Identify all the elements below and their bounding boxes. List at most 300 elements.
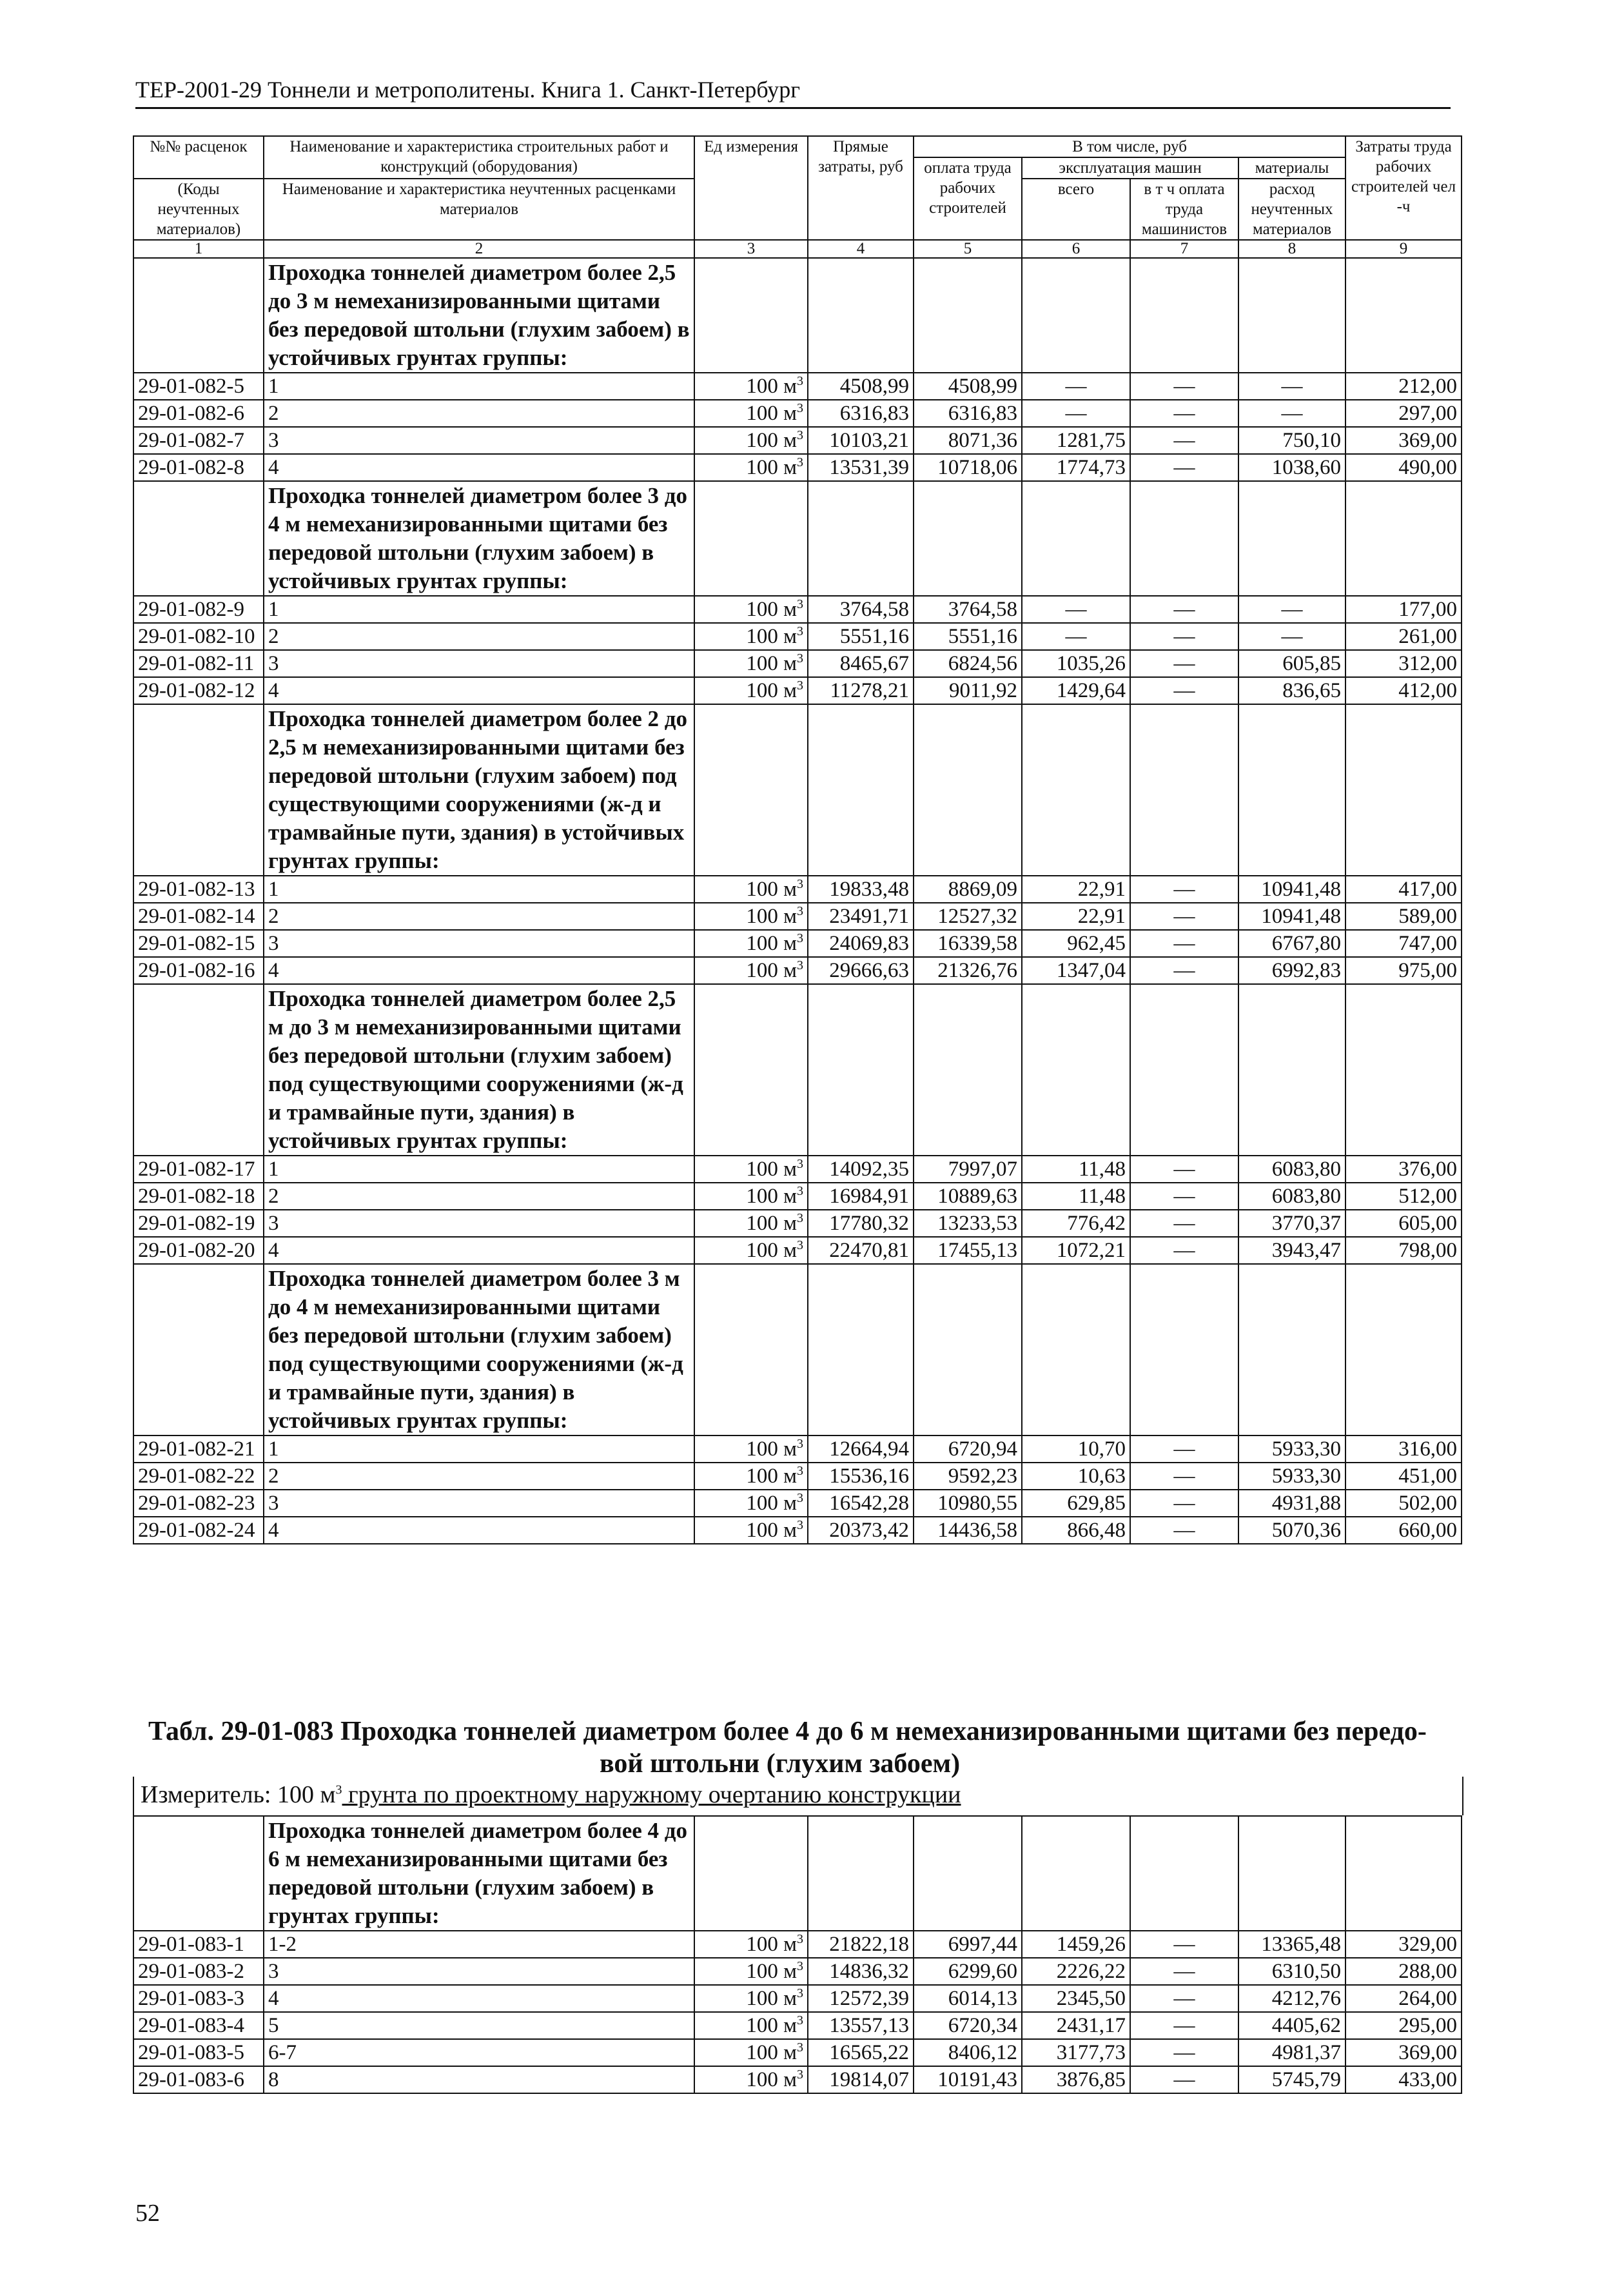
materials: 5070,36 [1238, 1517, 1345, 1544]
unit-text: 100 м [746, 2041, 797, 2064]
worker-wages: 5551,16 [914, 623, 1022, 650]
table-row [133, 1435, 1462, 1463]
group-empty-cell [808, 1264, 914, 1435]
rate-code: 29-01-082-12 [133, 677, 264, 704]
header-unaccounted-materials: расход неучтенных материалов [1238, 179, 1345, 240]
column-number: 5 [914, 240, 1022, 258]
rate-code: 29-01-082-14 [133, 903, 264, 930]
machinist-wages: — [1130, 400, 1238, 427]
unit-text: 100 м [746, 932, 797, 955]
materials: — [1238, 400, 1345, 427]
group-empty-cell [1238, 984, 1345, 1156]
labor-hours: 747,00 [1345, 930, 1462, 957]
unit-exponent: 3 [797, 1238, 803, 1252]
unit-text: 100 м [746, 1239, 797, 1262]
column-number: 4 [808, 240, 914, 258]
group-empty-cell [808, 481, 914, 596]
soil-group: 4 [264, 454, 694, 481]
unit-text: 100 м [746, 1437, 797, 1461]
machinist-wages: — [1130, 623, 1238, 650]
column-number: 9 [1345, 240, 1462, 258]
unit-text: 100 м [746, 1519, 797, 1542]
column-number: 1 [133, 240, 264, 258]
machinist-wages: — [1130, 930, 1238, 957]
labor-hours: 264,00 [1345, 1985, 1462, 2012]
group-empty-cell [1130, 258, 1238, 373]
machine-costs: 11,48 [1022, 1183, 1130, 1210]
soil-group: 1-2 [264, 1931, 694, 1958]
group-empty-cell [1345, 704, 1462, 876]
group-empty-cell [694, 984, 808, 1156]
labor-hours: 316,00 [1345, 1435, 1462, 1463]
group-title: Проходка тоннелей диаметром более 2 до 2,5 м немеханизированными щитами без передовой штольни (глухим забоем) под существующими сооружениями (ж-д и трамвайные пути, здания) в устойчивых грунтах группы: [268, 706, 687, 873]
group-empty-cell [914, 258, 1022, 373]
machinist-wages: — [1130, 1958, 1238, 1985]
labor-hours: 660,00 [1345, 1517, 1462, 1544]
rate-code: 29-01-082-10 [133, 623, 264, 650]
unit-exponent: 3 [797, 2040, 803, 2055]
rate-code: 29-01-082-21 [133, 1435, 264, 1463]
soil-group: 1 [264, 373, 694, 400]
unit-exponent: 3 [797, 374, 803, 388]
machinist-wages: — [1130, 957, 1238, 984]
worker-wages: 10980,55 [914, 1490, 1022, 1517]
group-empty-cell [1130, 1816, 1238, 1931]
table-row [133, 2066, 1462, 2093]
unit-cell [694, 427, 808, 454]
soil-group: 4 [264, 957, 694, 984]
unit-cell [694, 1958, 808, 1985]
group-row [133, 984, 1462, 1156]
direct-costs: 19814,07 [808, 2066, 914, 2093]
group-empty-cell [808, 258, 914, 373]
group-empty-cell [1130, 1264, 1238, 1435]
table-row [133, 1156, 1462, 1183]
rate-code: 29-01-083-3 [133, 1985, 264, 2012]
soil-group: 3 [264, 427, 694, 454]
unit-exponent: 3 [797, 597, 803, 611]
header-machines: эксплуатация машин [1022, 157, 1238, 179]
rate-code: 29-01-082-20 [133, 1237, 264, 1264]
unit-cell [694, 903, 808, 930]
direct-costs: 19833,48 [808, 876, 914, 903]
machinist-wages: — [1130, 427, 1238, 454]
materials: 3943,47 [1238, 1237, 1345, 1264]
rate-code: 29-01-082-9 [133, 596, 264, 623]
page-number: 52 [135, 2200, 160, 2227]
rate-code: 29-01-082-15 [133, 930, 264, 957]
group-empty-cell [694, 1264, 808, 1435]
unit-cell [694, 1463, 808, 1490]
machinist-wages: — [1130, 1237, 1238, 1264]
unit-cell [694, 1183, 808, 1210]
labor-hours: 512,00 [1345, 1183, 1462, 1210]
worker-wages: 6316,83 [914, 400, 1022, 427]
unit-cell [694, 1517, 808, 1544]
machine-costs: 1035,26 [1022, 650, 1130, 677]
direct-costs: 16542,28 [808, 1490, 914, 1517]
group-title-cell [264, 984, 694, 1156]
machine-costs: 776,42 [1022, 1210, 1130, 1237]
group-empty-cell [694, 1816, 808, 1931]
unit-exponent: 3 [797, 2067, 803, 2082]
unit-text: 100 м [746, 625, 797, 648]
labor-hours: 295,00 [1345, 2012, 1462, 2039]
machine-costs: 10,63 [1022, 1463, 1130, 1490]
worker-wages: 13233,53 [914, 1210, 1022, 1237]
table-row [133, 2039, 1462, 2066]
machinist-wages: — [1130, 876, 1238, 903]
worker-wages: 7997,07 [914, 1156, 1022, 1183]
group-empty-cell [694, 704, 808, 876]
header-machines-total: всего [1022, 179, 1130, 240]
unit-text: 100 м [746, 652, 797, 675]
materials: 6083,80 [1238, 1156, 1345, 1183]
unit-text: 100 м [746, 1960, 797, 1983]
unit-text: 100 м [746, 375, 797, 398]
table-row [133, 1958, 1462, 1985]
worker-wages: 6720,34 [914, 2012, 1022, 2039]
unit-cell [694, 1985, 808, 2012]
worker-wages: 6299,60 [914, 1958, 1022, 1985]
group-empty-cell [1022, 984, 1130, 1156]
group-code-cell [133, 1264, 264, 1435]
group-title-cell [264, 1264, 694, 1435]
group-row [133, 1264, 1462, 1435]
rate-code: 29-01-082-19 [133, 1210, 264, 1237]
group-empty-cell [1022, 1816, 1130, 1931]
worker-wages: 10718,06 [914, 454, 1022, 481]
table-83-title [148, 1715, 1451, 1780]
table-row [133, 596, 1462, 623]
worker-wages: 6824,56 [914, 650, 1022, 677]
group-code-cell [133, 1816, 264, 1931]
unit-text: 100 м [746, 1987, 797, 2010]
worker-wages: 8869,09 [914, 876, 1022, 903]
machine-costs: 11,48 [1022, 1156, 1130, 1183]
worker-wages: 4508,99 [914, 373, 1022, 400]
labor-hours: 490,00 [1345, 454, 1462, 481]
group-code-cell [133, 984, 264, 1156]
materials: 13365,48 [1238, 1931, 1345, 1958]
table-83 [133, 1815, 1462, 2094]
header-code: №№ расценок [133, 136, 264, 179]
labor-hours: 417,00 [1345, 876, 1462, 903]
table-row [133, 957, 1462, 984]
rate-code: 29-01-082-8 [133, 454, 264, 481]
rate-code: 29-01-082-17 [133, 1156, 264, 1183]
materials: 10941,48 [1238, 876, 1345, 903]
direct-costs: 16984,91 [808, 1183, 914, 1210]
rate-code: 29-01-083-5 [133, 2039, 264, 2066]
unit-text: 100 м [746, 1185, 797, 1208]
table-row [133, 1490, 1462, 1517]
soil-group: 2 [264, 1183, 694, 1210]
materials: 4405,62 [1238, 2012, 1345, 2039]
unit-exponent: 3 [797, 1184, 803, 1198]
machinist-wages: — [1130, 1183, 1238, 1210]
direct-costs: 20373,42 [808, 1517, 914, 1544]
group-row [133, 481, 1462, 596]
materials: 4931,88 [1238, 1490, 1345, 1517]
unit-cell [694, 2012, 808, 2039]
worker-wages: 9011,92 [914, 677, 1022, 704]
materials: 6992,83 [1238, 957, 1345, 984]
table-row [133, 373, 1462, 400]
table-row [133, 427, 1462, 454]
materials: 1038,60 [1238, 454, 1345, 481]
direct-costs: 24069,83 [808, 930, 914, 957]
soil-group: 4 [264, 1237, 694, 1264]
machine-costs: 3177,73 [1022, 2039, 1130, 2066]
rate-code: 29-01-083-6 [133, 2066, 264, 2093]
unit-cell [694, 2066, 808, 2093]
direct-costs: 29666,63 [808, 957, 914, 984]
machine-costs: 962,45 [1022, 930, 1130, 957]
table-row [133, 1985, 1462, 2012]
worker-wages: 6014,13 [914, 1985, 1022, 2012]
soil-group: 6-7 [264, 2039, 694, 2066]
direct-costs: 13557,13 [808, 2012, 914, 2039]
labor-hours: 433,00 [1345, 2066, 1462, 2093]
rate-code: 29-01-082-13 [133, 876, 264, 903]
group-empty-cell [1022, 704, 1130, 876]
direct-costs: 10103,21 [808, 427, 914, 454]
unit-exponent: 3 [797, 1932, 803, 1946]
labor-hours: 369,00 [1345, 427, 1462, 454]
machine-costs: — [1022, 623, 1130, 650]
table-row [133, 623, 1462, 650]
materials: 10941,48 [1238, 903, 1345, 930]
machine-costs: 629,85 [1022, 1490, 1130, 1517]
soil-group: 3 [264, 1958, 694, 1985]
group-empty-cell [1022, 258, 1130, 373]
direct-costs: 14092,35 [808, 1156, 914, 1183]
group-empty-cell [1238, 258, 1345, 373]
worker-wages: 10889,63 [914, 1183, 1022, 1210]
direct-costs: 3764,58 [808, 596, 914, 623]
labor-hours: 589,00 [1345, 903, 1462, 930]
unit-text: 100 м [746, 905, 797, 928]
machine-costs: 866,48 [1022, 1517, 1130, 1544]
table-header [133, 136, 1462, 258]
group-empty-cell [1345, 1264, 1462, 1435]
unit-cell [694, 1490, 808, 1517]
unit-cell [694, 876, 808, 903]
materials: 5933,30 [1238, 1435, 1345, 1463]
meter-suffix: грунта по проектному наружному очертанию конструкции [342, 1781, 961, 1808]
unit-exponent: 3 [797, 2013, 803, 2027]
unit-text: 100 м [746, 1158, 797, 1181]
soil-group: 2 [264, 400, 694, 427]
machinist-wages: — [1130, 1463, 1238, 1490]
group-empty-cell [914, 1264, 1022, 1435]
unit-exponent: 3 [797, 455, 803, 469]
machinist-wages: — [1130, 650, 1238, 677]
group-code-cell [133, 704, 264, 876]
labor-hours: 329,00 [1345, 1931, 1462, 1958]
machine-costs: 1072,21 [1022, 1237, 1130, 1264]
unit-cell [694, 1210, 808, 1237]
direct-costs: 4508,99 [808, 373, 914, 400]
direct-costs: 15536,16 [808, 1463, 914, 1490]
machinist-wages: — [1130, 596, 1238, 623]
table-row [133, 2012, 1462, 2039]
unit-text: 100 м [746, 959, 797, 982]
rate-code: 29-01-082-24 [133, 1517, 264, 1544]
materials: — [1238, 623, 1345, 650]
header-material-names: Наименование и характеристика неучтенных расценками материалов [264, 179, 694, 240]
table-row [133, 400, 1462, 427]
machinist-wages: — [1130, 1490, 1238, 1517]
unit-text: 100 м [746, 1933, 797, 1956]
group-empty-cell [1345, 481, 1462, 596]
labor-hours: 605,00 [1345, 1210, 1462, 1237]
unit-cell [694, 677, 808, 704]
machinist-wages: — [1130, 373, 1238, 400]
unit-text: 100 м [746, 429, 797, 452]
table-row [133, 876, 1462, 903]
machinist-wages: — [1130, 903, 1238, 930]
column-number: 2 [264, 240, 694, 258]
unit-cell [694, 930, 808, 957]
group-title-cell [264, 704, 694, 876]
header-material-codes: (Коды неучтенных материалов) [133, 179, 264, 240]
table-row [133, 454, 1462, 481]
column-number: 3 [694, 240, 808, 258]
rate-code: 29-01-082-23 [133, 1490, 264, 1517]
group-empty-cell [1130, 481, 1238, 596]
group-empty-cell [914, 481, 1022, 596]
soil-group: 1 [264, 596, 694, 623]
worker-wages: 16339,58 [914, 930, 1022, 957]
group-title-cell [264, 481, 694, 596]
header-name: Наименование и характеристика строительных работ и конструкций (оборудования) [264, 136, 694, 179]
group-empty-cell [1130, 984, 1238, 1156]
group-empty-cell [808, 1816, 914, 1931]
direct-costs: 22470,81 [808, 1237, 914, 1264]
rate-code: 29-01-082-18 [133, 1183, 264, 1210]
unit-exponent: 3 [797, 624, 803, 638]
header-materials: материалы [1238, 157, 1345, 179]
table-row [133, 650, 1462, 677]
direct-costs: 13531,39 [808, 454, 914, 481]
unit-exponent: 3 [797, 1437, 803, 1451]
group-empty-cell [1022, 481, 1130, 596]
group-empty-cell [694, 258, 808, 373]
column-number: 8 [1238, 240, 1345, 258]
unit-exponent: 3 [797, 931, 803, 945]
machine-costs: 2226,22 [1022, 1958, 1130, 1985]
rate-code: 29-01-083-2 [133, 1958, 264, 1985]
soil-group: 2 [264, 903, 694, 930]
group-empty-cell [1345, 258, 1462, 373]
direct-costs: 12664,94 [808, 1435, 914, 1463]
page-header: ТЕР-2001-29 Тоннели и метрополитены. Книга 1. Санкт-Петербург [135, 76, 1451, 109]
machine-costs: 1429,64 [1022, 677, 1130, 704]
group-empty-cell [1238, 704, 1345, 876]
labor-hours: 369,00 [1345, 2039, 1462, 2066]
worker-wages: 12527,32 [914, 903, 1022, 930]
unit-exponent: 3 [797, 1464, 803, 1478]
group-empty-cell [1022, 1264, 1130, 1435]
unit-exponent: 3 [797, 1211, 803, 1225]
worker-wages: 9592,23 [914, 1463, 1022, 1490]
soil-group: 3 [264, 650, 694, 677]
soil-group: 4 [264, 677, 694, 704]
unit-cell [694, 957, 808, 984]
labor-hours: 412,00 [1345, 677, 1462, 704]
worker-wages: 8406,12 [914, 2039, 1022, 2066]
labor-hours: 212,00 [1345, 373, 1462, 400]
unit-exponent: 3 [797, 1518, 803, 1532]
machine-costs: 3876,85 [1022, 2066, 1130, 2093]
table-83-title-line2: вой штольни (глухим забоем) [600, 1749, 961, 1779]
labor-hours: 798,00 [1345, 1237, 1462, 1264]
machine-costs: — [1022, 373, 1130, 400]
table-row [133, 1183, 1462, 1210]
soil-group: 4 [264, 1985, 694, 2012]
materials: 836,65 [1238, 677, 1345, 704]
unit-text: 100 м [746, 1212, 797, 1235]
direct-costs: 8465,67 [808, 650, 914, 677]
soil-group: 3 [264, 1490, 694, 1517]
worker-wages: 17455,13 [914, 1237, 1022, 1264]
machinist-wages: — [1130, 2066, 1238, 2093]
unit-exponent: 3 [797, 1157, 803, 1171]
group-empty-cell [808, 984, 914, 1156]
unit-text: 100 м [746, 878, 797, 901]
machinist-wages: — [1130, 1156, 1238, 1183]
rate-code: 29-01-082-7 [133, 427, 264, 454]
meter-sup: 3 [335, 1782, 342, 1797]
materials: 750,10 [1238, 427, 1345, 454]
table-row [133, 1210, 1462, 1237]
soil-group: 5 [264, 2012, 694, 2039]
rate-code: 29-01-082-6 [133, 400, 264, 427]
direct-costs: 6316,83 [808, 400, 914, 427]
machine-costs: 10,70 [1022, 1435, 1130, 1463]
unit-cell [694, 2039, 808, 2066]
group-row [133, 704, 1462, 876]
unit-text: 100 м [746, 456, 797, 479]
rate-code: 29-01-082-11 [133, 650, 264, 677]
unit-exponent: 3 [797, 1986, 803, 2000]
materials: 6310,50 [1238, 1958, 1345, 1985]
group-empty-cell [1238, 1816, 1345, 1931]
unit-cell [694, 596, 808, 623]
table-83-meter [141, 1780, 961, 1810]
group-code-cell [133, 258, 264, 373]
direct-costs: 17780,32 [808, 1210, 914, 1237]
soil-group: 4 [264, 1517, 694, 1544]
soil-group: 3 [264, 930, 694, 957]
header-unit: Ед измерения [694, 136, 808, 240]
group-title-cell [264, 1816, 694, 1931]
unit-cell [694, 1156, 808, 1183]
header-column-numbers [133, 240, 1462, 258]
table-row [133, 677, 1462, 704]
header-direct-costs: Прямые затраты, руб [808, 136, 914, 240]
column-number: 7 [1130, 240, 1238, 258]
table-row [133, 1517, 1462, 1544]
soil-group: 3 [264, 1210, 694, 1237]
unit-cell [694, 373, 808, 400]
unit-text: 100 м [746, 598, 797, 621]
worker-wages: 10191,43 [914, 2066, 1022, 2093]
direct-costs: 11278,21 [808, 677, 914, 704]
unit-exponent: 3 [797, 877, 803, 891]
